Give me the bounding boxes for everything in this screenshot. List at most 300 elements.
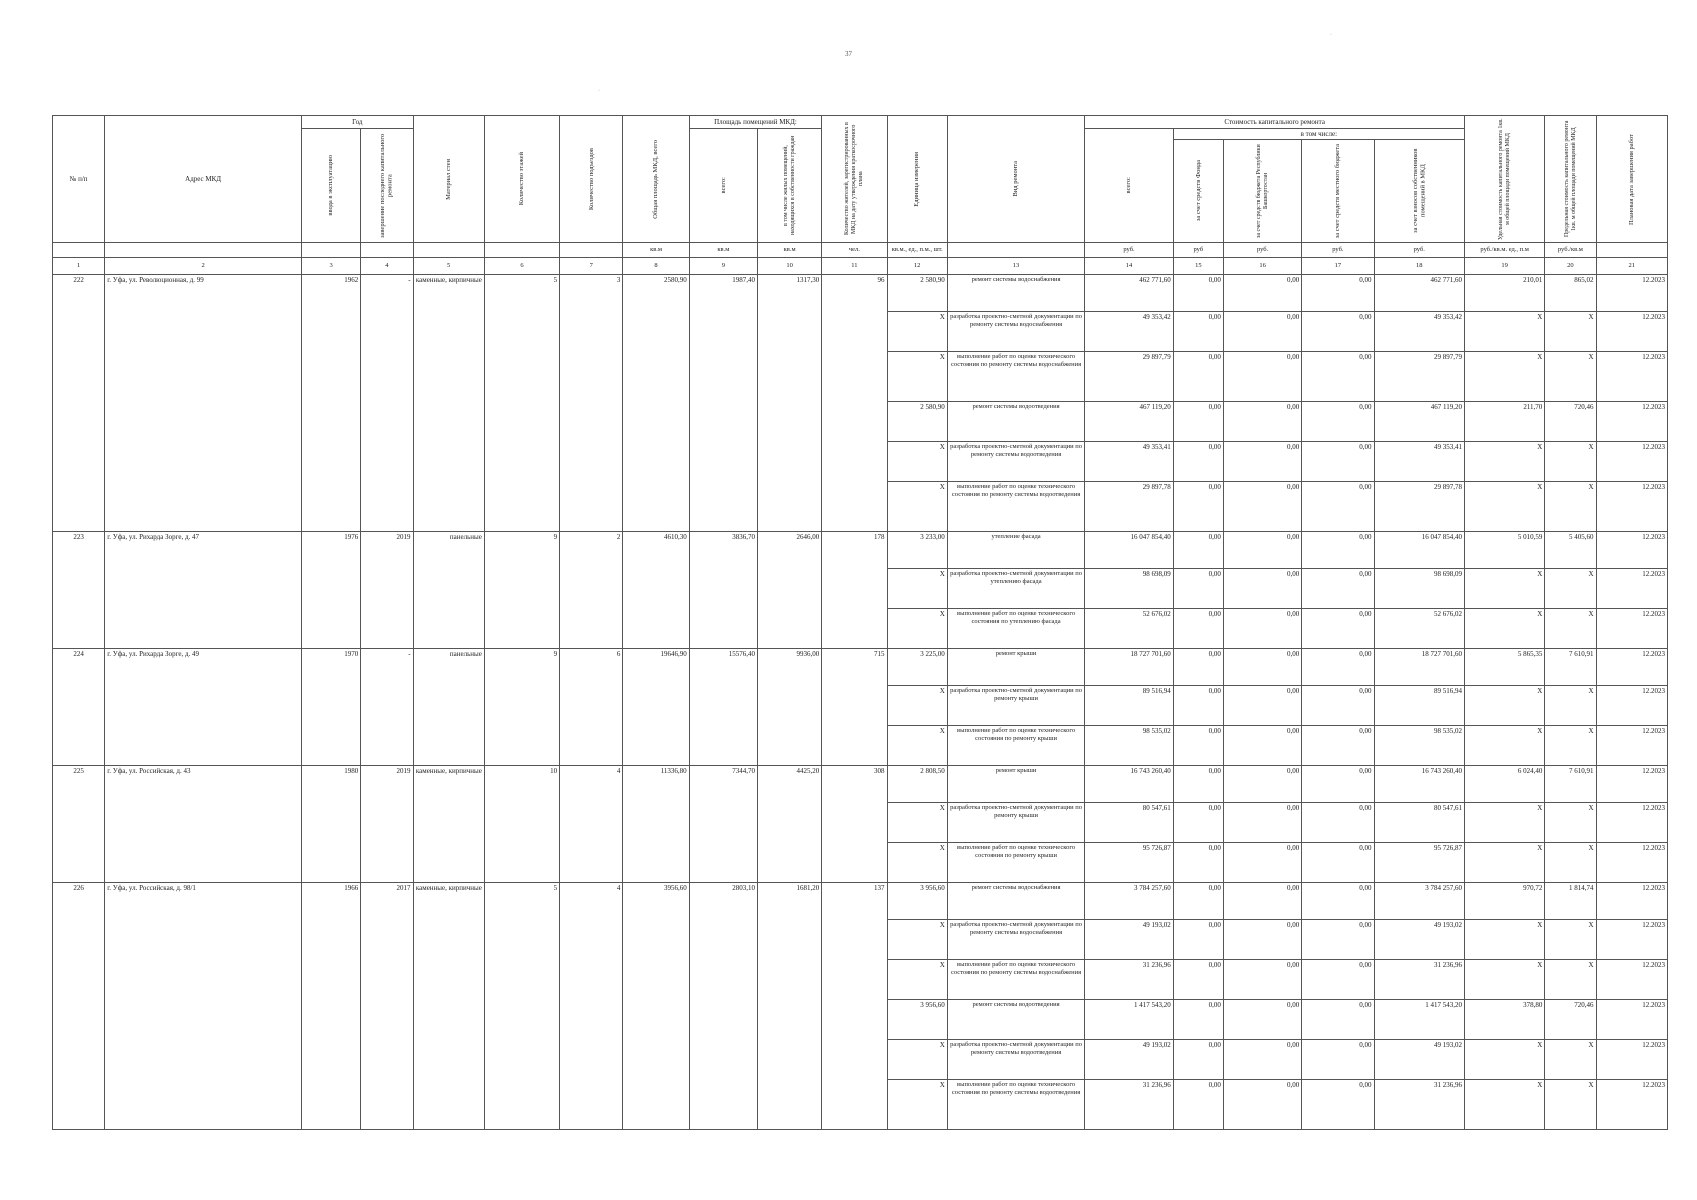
cell-owners: 16 047 854,40 xyxy=(1374,532,1464,569)
cell-work: ремонт системы водоотведения xyxy=(947,1000,1085,1040)
cell-fund: 0,00 xyxy=(1173,843,1223,883)
cell-max: X xyxy=(1545,609,1596,649)
cell-residents: 308 xyxy=(822,766,887,883)
cell-work: выполнение работ по оценке технического состояния по ремонту крыши xyxy=(947,843,1085,883)
cell-owners: 31 236,96 xyxy=(1374,1080,1464,1130)
column-number: 7 xyxy=(560,258,623,275)
cell-total: 18 727 701,60 xyxy=(1085,649,1173,686)
cell-local: 0,00 xyxy=(1302,1040,1374,1080)
cell-date: 12.2023 xyxy=(1596,883,1667,920)
cell-num: 224 xyxy=(53,649,105,766)
unit-cell xyxy=(1596,243,1667,258)
cell-total: 467 119,20 xyxy=(1085,402,1173,442)
cell-unit: X xyxy=(887,803,947,843)
cell-date: 12.2023 xyxy=(1596,960,1667,1000)
column-number: 12 xyxy=(887,258,947,275)
col-year-group-header: Год xyxy=(302,116,413,129)
column-numbers-row xyxy=(53,258,1668,275)
cell-unit: 2 808,50 xyxy=(887,766,947,803)
cell-work: утепление фасада xyxy=(947,532,1085,569)
cell-fund: 0,00 xyxy=(1173,960,1223,1000)
cell-fund: 0,00 xyxy=(1173,686,1223,726)
cell-total: 98 698,09 xyxy=(1085,569,1173,609)
cell-fund: 0,00 xyxy=(1173,442,1223,482)
unit-cell xyxy=(302,243,361,258)
cell-max: X xyxy=(1545,920,1596,960)
col-work-type-header: Вид ремонта xyxy=(947,116,1085,243)
cell-max: 5 405,60 xyxy=(1545,532,1596,569)
column-number: 10 xyxy=(757,258,821,275)
cell-local: 0,00 xyxy=(1302,649,1374,686)
cell-local: 0,00 xyxy=(1302,402,1374,442)
cell-material: панельные xyxy=(413,532,484,649)
cell-fund: 0,00 xyxy=(1173,569,1223,609)
cell-owners: 462 771,60 xyxy=(1374,275,1464,312)
cell-date: 12.2023 xyxy=(1596,920,1667,960)
cell-date: 12.2023 xyxy=(1596,442,1667,482)
cell-date: 12.2023 xyxy=(1596,649,1667,686)
cell-repair-year: 2019 xyxy=(361,532,413,649)
cell-rep: 0,00 xyxy=(1223,766,1301,803)
cell-rep: 0,00 xyxy=(1223,686,1301,726)
cell-unit: X xyxy=(887,726,947,766)
cell-date: 12.2023 xyxy=(1596,1040,1667,1080)
cell-premises: 1987,40 xyxy=(689,275,757,532)
cell-spec: X xyxy=(1464,843,1544,883)
cell-rep: 0,00 xyxy=(1223,312,1301,352)
unit-cell: чел. xyxy=(822,243,887,258)
cell-max: X xyxy=(1545,1080,1596,1130)
cell-max: 7 610,91 xyxy=(1545,766,1596,803)
cell-local: 0,00 xyxy=(1302,442,1374,482)
col-num-header: № п/п xyxy=(53,116,105,243)
cell-rep: 0,00 xyxy=(1223,609,1301,649)
cell-rep: 0,00 xyxy=(1223,1000,1301,1040)
cell-owners: 29 897,79 xyxy=(1374,352,1464,402)
cell-date: 12.2023 xyxy=(1596,1000,1667,1040)
cell-work: выполнение работ по оценке технического состояния по ремонту системы водоснабжения xyxy=(947,960,1085,1000)
col-fund-header: за счет средств Фонда xyxy=(1173,140,1223,243)
cell-spec: X xyxy=(1464,482,1544,532)
cell-num: 222 xyxy=(53,275,105,532)
cell-residents: 715 xyxy=(822,649,887,766)
col-max-cost-header: Предельная стоимость капитального ремонта 1кв. м общей площади помещений МКД xyxy=(1545,116,1596,243)
unit-cell xyxy=(361,243,413,258)
cell-max: X xyxy=(1545,803,1596,843)
cell-spec: X xyxy=(1464,686,1544,726)
cell-date: 12.2023 xyxy=(1596,532,1667,569)
unit-cell: кв.м xyxy=(757,243,821,258)
cell-date: 12.2023 xyxy=(1596,766,1667,803)
unit-cell: кв.м xyxy=(623,243,689,258)
cell-entrances: 2 xyxy=(560,532,623,649)
cell-spec: X xyxy=(1464,312,1544,352)
cell-unit: X xyxy=(887,686,947,726)
cell-work: разработка проектно-сметной документации по утеплению фасада xyxy=(947,569,1085,609)
cell-material: каменные, кирпичные xyxy=(413,883,484,1130)
column-number: 6 xyxy=(484,258,559,275)
cell-local: 0,00 xyxy=(1302,1080,1374,1130)
cell-unit: 3 956,60 xyxy=(887,1000,947,1040)
cell-total: 29 897,78 xyxy=(1085,482,1173,532)
cell-date: 12.2023 xyxy=(1596,726,1667,766)
cell-material: панельные xyxy=(413,649,484,766)
cell-total: 3 784 257,60 xyxy=(1085,883,1173,920)
cell-work: выполнение работ по оценке технического состояния по ремонту системы водоснабжения xyxy=(947,352,1085,402)
column-number: 5 xyxy=(413,258,484,275)
col-cost-total-header: всего: xyxy=(1085,129,1173,243)
cell-work: ремонт крыши xyxy=(947,766,1085,803)
cell-local: 0,00 xyxy=(1302,532,1374,569)
cell-material: каменные, кирпичные xyxy=(413,766,484,883)
cell-address: г. Уфа, ул. Российская, д. 43 xyxy=(105,766,302,883)
table-header xyxy=(53,116,1668,275)
cell-owners: 16 743 260,40 xyxy=(1374,766,1464,803)
cell-total-area: 11336,80 xyxy=(623,766,689,883)
cell-spec: 5 865,35 xyxy=(1464,649,1544,686)
cell-residential: 4425,20 xyxy=(757,766,821,883)
col-unit-header: Единица измерения xyxy=(887,116,947,243)
cell-work: разработка проектно-сметной документации по ремонту системы водоснабжения xyxy=(947,312,1085,352)
cell-max: X xyxy=(1545,442,1596,482)
cell-total: 49 353,42 xyxy=(1085,312,1173,352)
cell-date: 12.2023 xyxy=(1596,1080,1667,1130)
cell-residents: 96 xyxy=(822,275,887,532)
cell-max: 7 610,91 xyxy=(1545,649,1596,686)
column-number: 13 xyxy=(947,258,1085,275)
cell-rep: 0,00 xyxy=(1223,920,1301,960)
cell-work: ремонт системы водоотведения xyxy=(947,402,1085,442)
cell-local: 0,00 xyxy=(1302,960,1374,1000)
cell-fund: 0,00 xyxy=(1173,402,1223,442)
cell-entrances: 6 xyxy=(560,649,623,766)
column-number: 9 xyxy=(689,258,757,275)
cell-total: 462 771,60 xyxy=(1085,275,1173,312)
cell-fund: 0,00 xyxy=(1173,649,1223,686)
cell-total: 89 516,94 xyxy=(1085,686,1173,726)
cell-total-area: 3956,60 xyxy=(623,883,689,1130)
cell-unit: X xyxy=(887,482,947,532)
cell-rep: 0,00 xyxy=(1223,960,1301,1000)
unit-cell: кв.м., ед., п.м., шт. xyxy=(887,243,947,258)
cell-unit: X xyxy=(887,312,947,352)
cell-local: 0,00 xyxy=(1302,920,1374,960)
cell-spec: 970,72 xyxy=(1464,883,1544,920)
cell-entrances: 4 xyxy=(560,766,623,883)
cell-owners: 95 726,87 xyxy=(1374,843,1464,883)
cell-total-area: 4610,30 xyxy=(623,532,689,649)
cell-owners: 52 676,02 xyxy=(1374,609,1464,649)
cell-owners: 467 119,20 xyxy=(1374,402,1464,442)
page-number: 37 xyxy=(845,50,852,58)
cell-premises: 3836,70 xyxy=(689,532,757,649)
cell-repair-year: - xyxy=(361,275,413,532)
cell-date: 12.2023 xyxy=(1596,803,1667,843)
col-year-commission-header: ввода в эксплуатацию xyxy=(302,129,361,243)
cell-spec: X xyxy=(1464,1040,1544,1080)
cell-local: 0,00 xyxy=(1302,275,1374,312)
unit-cell: руб. xyxy=(1374,243,1464,258)
cell-rep: 0,00 xyxy=(1223,726,1301,766)
cell-rep: 0,00 xyxy=(1223,649,1301,686)
cell-fund: 0,00 xyxy=(1173,312,1223,352)
cell-total: 95 726,87 xyxy=(1085,843,1173,883)
cell-premises: 2803,10 xyxy=(689,883,757,1130)
capital-repair-table xyxy=(52,115,1668,1130)
cell-work: выполнение работ по оценке технического состояния по ремонту системы водоотведения xyxy=(947,1080,1085,1130)
cell-total: 31 236,96 xyxy=(1085,960,1173,1000)
cell-residents: 137 xyxy=(822,883,887,1130)
cell-floors: 5 xyxy=(484,883,559,1130)
cell-max: X xyxy=(1545,726,1596,766)
cell-date: 12.2023 xyxy=(1596,686,1667,726)
cell-unit: X xyxy=(887,920,947,960)
col-owners-header: за счет взносов собственников помещений в МКД xyxy=(1374,140,1464,243)
unit-cell xyxy=(53,243,105,258)
cell-residential: 9936,00 xyxy=(757,649,821,766)
cell-local: 0,00 xyxy=(1302,766,1374,803)
cell-total: 49 193,02 xyxy=(1085,1040,1173,1080)
cell-year: 1976 xyxy=(302,532,361,649)
cell-repair-year: - xyxy=(361,649,413,766)
cell-spec: 210,01 xyxy=(1464,275,1544,312)
cell-spec: X xyxy=(1464,609,1544,649)
cell-total: 80 547,61 xyxy=(1085,803,1173,843)
cell-entrances: 4 xyxy=(560,883,623,1130)
table-row xyxy=(53,883,1668,920)
column-number: 4 xyxy=(361,258,413,275)
cell-max: 720,46 xyxy=(1545,402,1596,442)
cell-max: X xyxy=(1545,843,1596,883)
col-cost-group-header: Стоимость капитального ремонта xyxy=(1085,116,1465,129)
unit-cell xyxy=(484,243,559,258)
cell-max: 1 814,74 xyxy=(1545,883,1596,920)
unit-cell: руб. xyxy=(1085,243,1173,258)
cell-total: 31 236,96 xyxy=(1085,1080,1173,1130)
cell-work: разработка проектно-сметной документации по ремонту системы водоотведения xyxy=(947,442,1085,482)
cell-max: X xyxy=(1545,1040,1596,1080)
cell-date: 12.2023 xyxy=(1596,482,1667,532)
col-residents-header: Количество жителей, зарегистрированных в МКД на дату утверждения краткосрочного плана xyxy=(822,116,887,243)
cell-local: 0,00 xyxy=(1302,609,1374,649)
cell-spec: 6 024,40 xyxy=(1464,766,1544,803)
cell-date: 12.2023 xyxy=(1596,569,1667,609)
cell-floors: 5 xyxy=(484,275,559,532)
cell-unit: X xyxy=(887,569,947,609)
cell-work: разработка проектно-сметной документации по ремонту крыши xyxy=(947,686,1085,726)
cell-residential: 2646,00 xyxy=(757,532,821,649)
table-row xyxy=(53,275,1668,312)
cell-unit: 3 233,00 xyxy=(887,532,947,569)
cell-spec: X xyxy=(1464,726,1544,766)
column-number: 2 xyxy=(105,258,302,275)
cell-fund: 0,00 xyxy=(1173,482,1223,532)
cell-unit: X xyxy=(887,960,947,1000)
col-year-repair-header: завершение последнего капитального ремонта xyxy=(361,129,413,243)
cell-year: 1962 xyxy=(302,275,361,532)
table-row xyxy=(53,532,1668,569)
cell-unit: X xyxy=(887,352,947,402)
cell-owners: 49 353,42 xyxy=(1374,312,1464,352)
cell-fund: 0,00 xyxy=(1173,352,1223,402)
cell-fund: 0,00 xyxy=(1173,766,1223,803)
cell-fund: 0,00 xyxy=(1173,275,1223,312)
cell-date: 12.2023 xyxy=(1596,609,1667,649)
cell-unit: X xyxy=(887,843,947,883)
cell-num: 226 xyxy=(53,883,105,1130)
col-incl-header: в том числе: xyxy=(1173,129,1464,140)
cell-total-area: 19646,90 xyxy=(623,649,689,766)
cell-owners: 89 516,94 xyxy=(1374,686,1464,726)
cell-rep: 0,00 xyxy=(1223,883,1301,920)
cell-local: 0,00 xyxy=(1302,686,1374,726)
cell-fund: 0,00 xyxy=(1173,1040,1223,1080)
cell-owners: 49 193,02 xyxy=(1374,920,1464,960)
cell-work: ремонт системы водоснабжения xyxy=(947,275,1085,312)
cell-premises: 7344,70 xyxy=(689,766,757,883)
cell-rep: 0,00 xyxy=(1223,532,1301,569)
unit-cell: руб. xyxy=(1223,243,1301,258)
cell-num: 223 xyxy=(53,532,105,649)
column-number: 17 xyxy=(1302,258,1374,275)
cell-work: выполнение работ по оценке технического состояния по ремонту системы водоотведения xyxy=(947,482,1085,532)
cell-fund: 0,00 xyxy=(1173,883,1223,920)
cell-unit: X xyxy=(887,442,947,482)
column-number: 15 xyxy=(1173,258,1223,275)
cell-total-area: 2580,90 xyxy=(623,275,689,532)
column-number: 3 xyxy=(302,258,361,275)
cell-total: 16 047 854,40 xyxy=(1085,532,1173,569)
column-number: 18 xyxy=(1374,258,1464,275)
cell-spec: X xyxy=(1464,960,1544,1000)
col-republic-header: за счет средств бюджета Республики Башкортостан xyxy=(1223,140,1301,243)
cell-fund: 0,00 xyxy=(1173,609,1223,649)
cell-work: разработка проектно-сметной документации по ремонту крыши xyxy=(947,803,1085,843)
cell-local: 0,00 xyxy=(1302,482,1374,532)
cell-premises: 15576,40 xyxy=(689,649,757,766)
cell-floors: 9 xyxy=(484,532,559,649)
cell-residential: 1681,20 xyxy=(757,883,821,1130)
cell-spec: X xyxy=(1464,442,1544,482)
cell-local: 0,00 xyxy=(1302,569,1374,609)
col-premises-residential-header: в том числе жилых помещений, находящихся в собственности граждан xyxy=(757,129,821,243)
cell-total: 16 743 260,40 xyxy=(1085,766,1173,803)
cell-entrances: 3 xyxy=(560,275,623,532)
cell-address: г. Уфа, ул. Революционная, д. 99 xyxy=(105,275,302,532)
cell-num: 225 xyxy=(53,766,105,883)
col-local-header: за счет средств местного бюджета xyxy=(1302,140,1374,243)
cell-owners: 29 897,78 xyxy=(1374,482,1464,532)
table-body xyxy=(53,275,1668,1130)
cell-work: ремонт системы водоснабжения xyxy=(947,883,1085,920)
cell-spec: 211,70 xyxy=(1464,402,1544,442)
cell-floors: 10 xyxy=(484,766,559,883)
table-row xyxy=(53,766,1668,803)
cell-work: разработка проектно-сметной документации по ремонту системы водоснабжения xyxy=(947,920,1085,960)
cell-max: X xyxy=(1545,960,1596,1000)
cell-local: 0,00 xyxy=(1302,1000,1374,1040)
unit-cell xyxy=(105,243,302,258)
cell-repair-year: 2017 xyxy=(361,883,413,1130)
cell-owners: 80 547,61 xyxy=(1374,803,1464,843)
cell-year: 1966 xyxy=(302,883,361,1130)
cell-spec: X xyxy=(1464,569,1544,609)
cell-spec: 378,80 xyxy=(1464,1000,1544,1040)
cell-date: 12.2023 xyxy=(1596,402,1667,442)
cell-fund: 0,00 xyxy=(1173,803,1223,843)
col-specific-cost-header: Удельная стоимость капитального ремонта 1кв. м общей площади помещений МКД xyxy=(1464,116,1544,243)
cell-local: 0,00 xyxy=(1302,352,1374,402)
cell-address: г. Уфа, ул. Рихарда Зорге, д. 47 xyxy=(105,532,302,649)
cell-rep: 0,00 xyxy=(1223,803,1301,843)
cell-unit: 2 580,90 xyxy=(887,275,947,312)
cell-rep: 0,00 xyxy=(1223,442,1301,482)
cell-date: 12.2023 xyxy=(1596,843,1667,883)
cell-owners: 18 727 701,60 xyxy=(1374,649,1464,686)
cell-rep: 0,00 xyxy=(1223,352,1301,402)
cell-residential: 1317,30 xyxy=(757,275,821,532)
cell-unit: 3 225,00 xyxy=(887,649,947,686)
cell-fund: 0,00 xyxy=(1173,532,1223,569)
cell-unit: X xyxy=(887,1080,947,1130)
scan-speck: · xyxy=(598,88,600,94)
column-number: 8 xyxy=(623,258,689,275)
col-plan-date-header: Плановая дата завершения работ xyxy=(1596,116,1667,243)
cell-spec: 5 010,59 xyxy=(1464,532,1544,569)
column-number: 16 xyxy=(1223,258,1301,275)
col-premises-group-header: Площадь помещений МКД: xyxy=(689,116,822,129)
cell-max: 865,02 xyxy=(1545,275,1596,312)
cell-rep: 0,00 xyxy=(1223,1040,1301,1080)
unit-cell: руб./кв.м. ед., п.м xyxy=(1464,243,1544,258)
cell-max: X xyxy=(1545,312,1596,352)
cell-year: 1980 xyxy=(302,766,361,883)
unit-cell: руб xyxy=(1173,243,1223,258)
table-row xyxy=(53,649,1668,686)
column-number: 20 xyxy=(1545,258,1596,275)
cell-fund: 0,00 xyxy=(1173,1080,1223,1130)
cell-local: 0,00 xyxy=(1302,312,1374,352)
cell-repair-year: 2019 xyxy=(361,766,413,883)
cell-local: 0,00 xyxy=(1302,883,1374,920)
cell-total: 49 353,41 xyxy=(1085,442,1173,482)
cell-residents: 178 xyxy=(822,532,887,649)
cell-date: 12.2023 xyxy=(1596,312,1667,352)
cell-max: X xyxy=(1545,686,1596,726)
scan-speck: · xyxy=(1330,32,1332,38)
cell-max: 720,46 xyxy=(1545,1000,1596,1040)
col-address-header: Адрес МКД xyxy=(105,116,302,243)
cell-date: 12.2023 xyxy=(1596,275,1667,312)
column-number: 19 xyxy=(1464,258,1544,275)
cell-spec: X xyxy=(1464,803,1544,843)
cell-owners: 31 236,96 xyxy=(1374,960,1464,1000)
cell-local: 0,00 xyxy=(1302,803,1374,843)
cell-rep: 0,00 xyxy=(1223,482,1301,532)
cell-rep: 0,00 xyxy=(1223,1080,1301,1130)
cell-local: 0,00 xyxy=(1302,726,1374,766)
cell-address: г. Уфа, ул. Рихарда Зорге, д. 49 xyxy=(105,649,302,766)
cell-rep: 0,00 xyxy=(1223,569,1301,609)
cell-total: 29 897,79 xyxy=(1085,352,1173,402)
cell-owners: 3 784 257,60 xyxy=(1374,883,1464,920)
col-premises-total-header: всего: xyxy=(689,129,757,243)
cell-rep: 0,00 xyxy=(1223,843,1301,883)
cell-max: X xyxy=(1545,569,1596,609)
unit-cell: руб./кв.м xyxy=(1545,243,1596,258)
col-total-area-header: Общая площадь МКД, всего xyxy=(623,116,689,243)
cell-work: выполнение работ по оценке технического состояния по ремонту крыши xyxy=(947,726,1085,766)
